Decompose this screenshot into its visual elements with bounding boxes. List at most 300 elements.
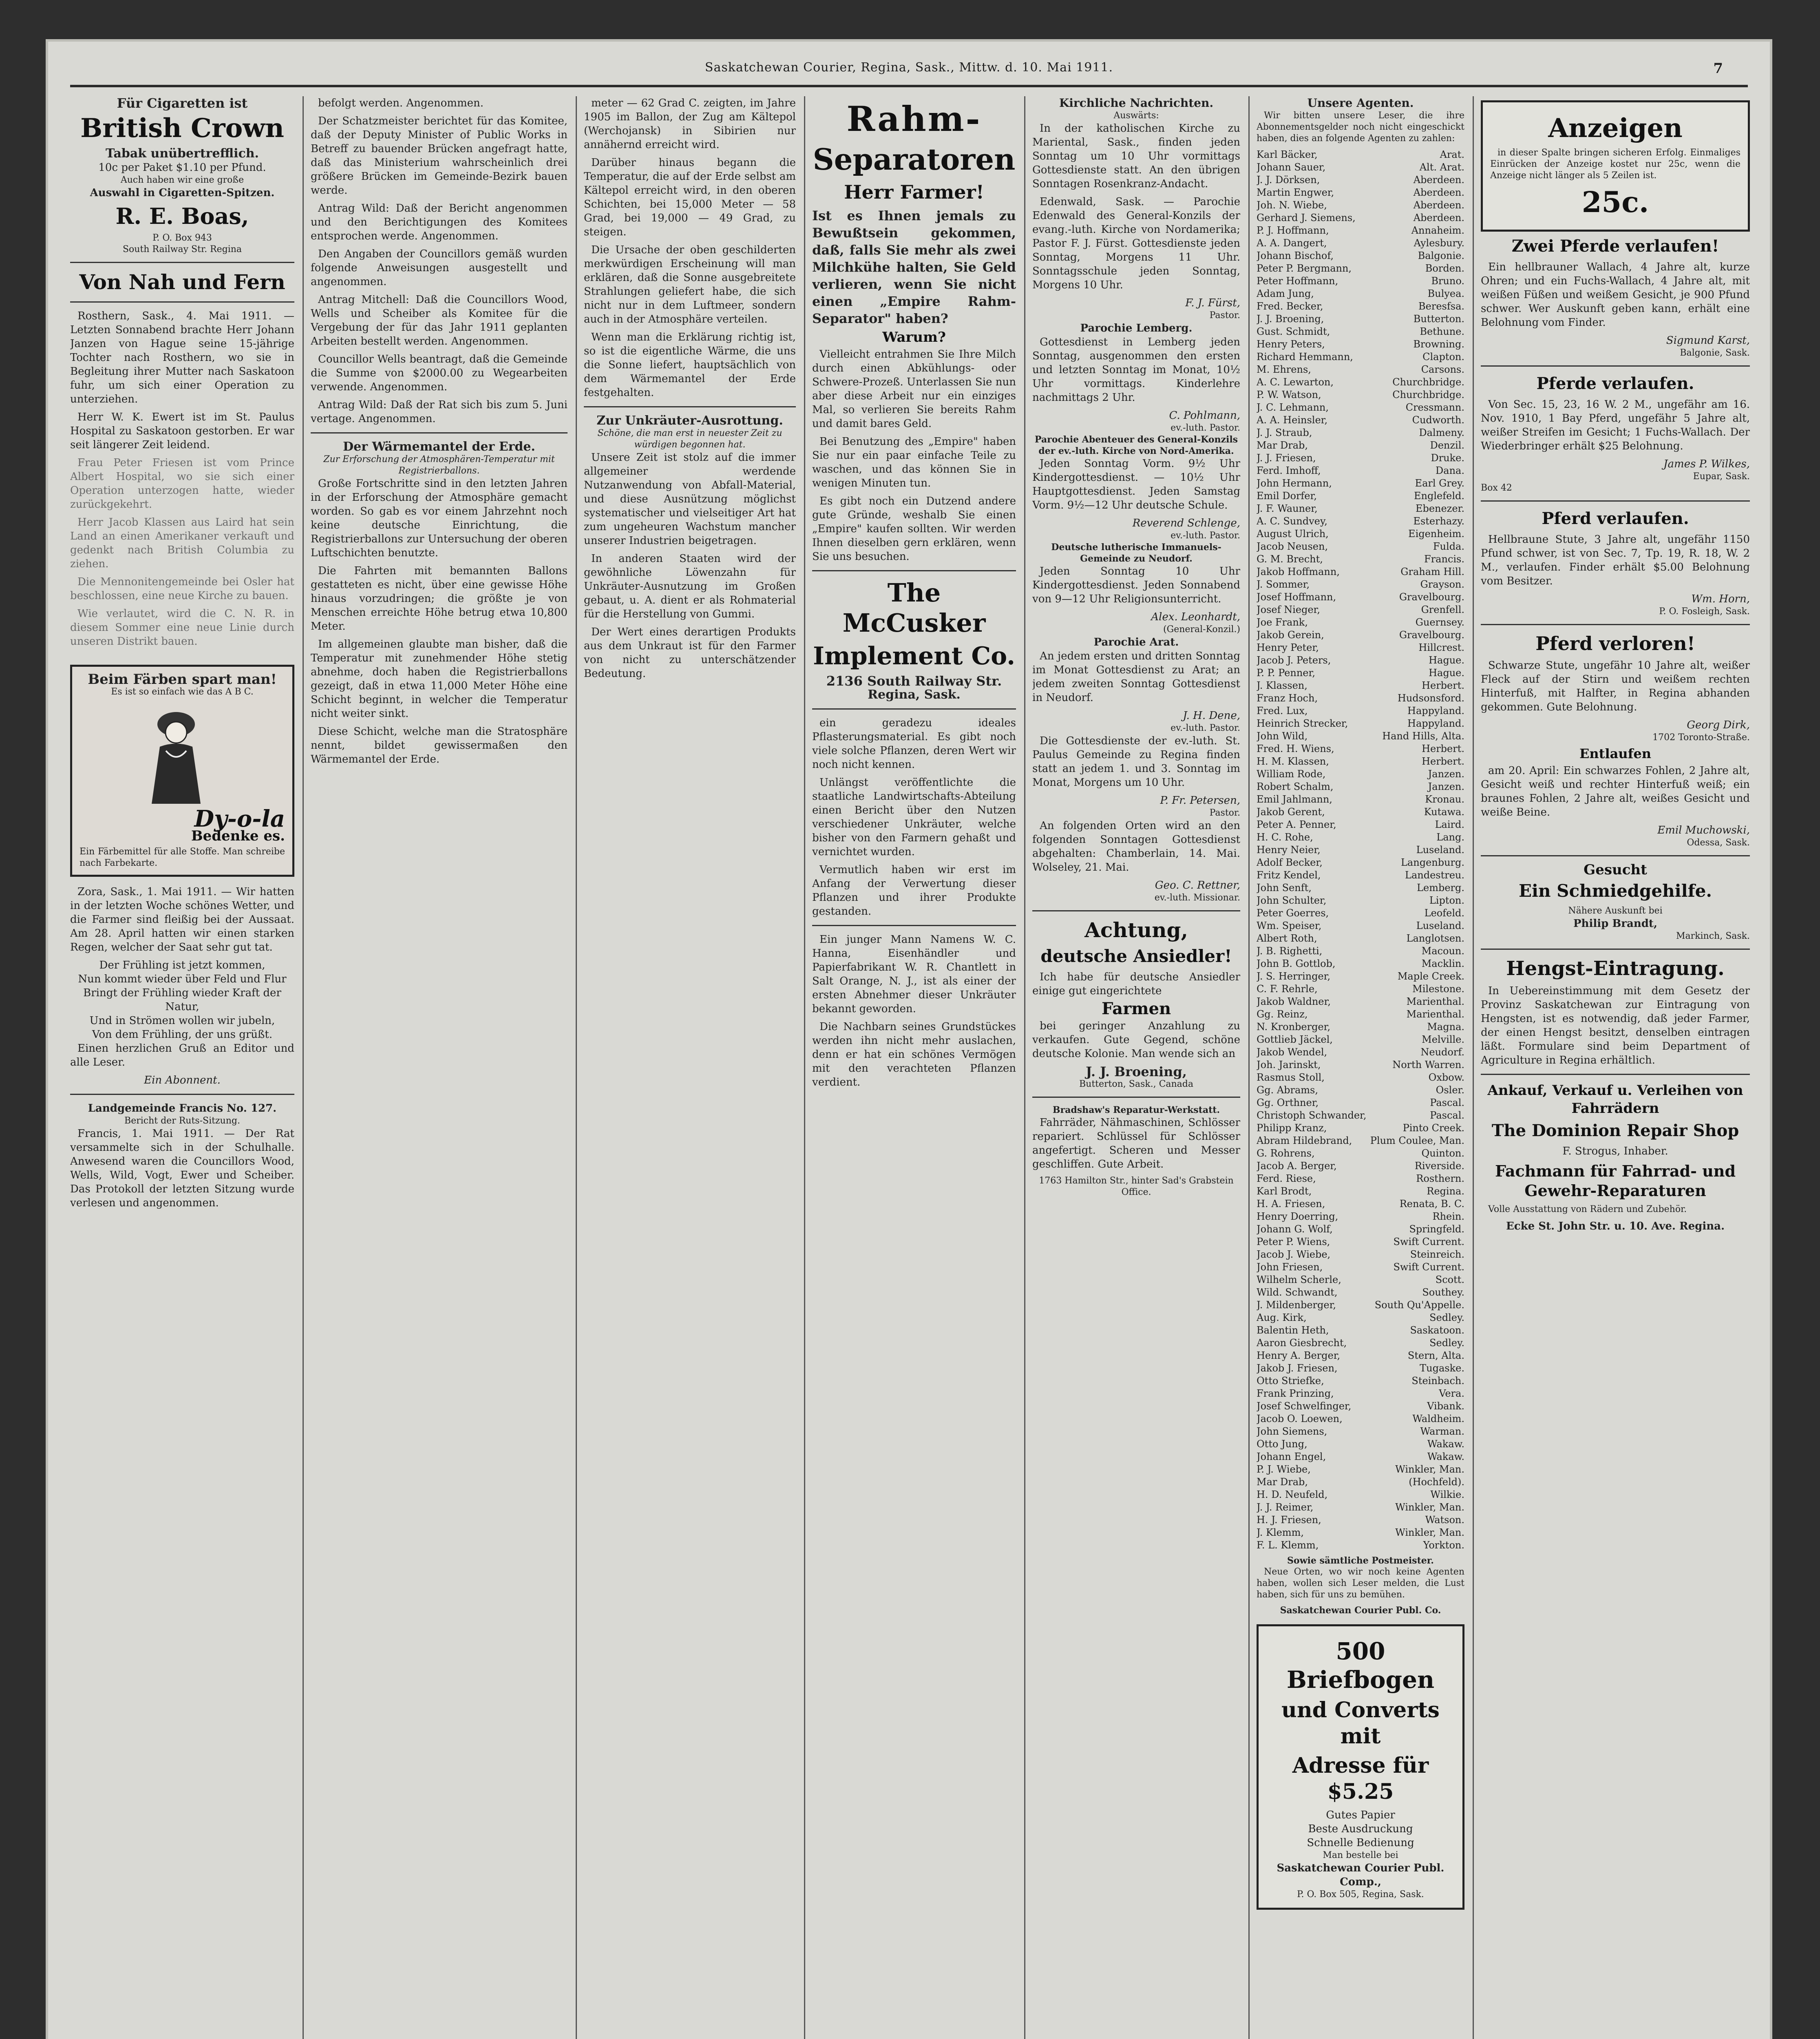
agent-name: A. A. Heinsler, [1257,414,1328,426]
agent-row [1257,212,1464,224]
column-divider [804,96,805,2039]
agent-row [1257,1311,1464,1324]
column-divider [303,96,304,2039]
news-paragraph: Die Mennonitengemeinde bei Osler hat beschlossen, eine neue Kirche zu bauen. [70,576,294,602]
column-7 [1481,96,1750,2039]
repair-address: 1763 Hamilton Str., hinter Sad's Grabstein Office. [1039,1176,1234,1197]
agent-place: North Warren. [1392,1059,1464,1070]
news-paragraph: Antrag Wild: Daß der Bericht angenommen und den Berichtigungen des Komitees entsprochen werde. Angenommen. [311,202,568,242]
divider [1481,500,1750,502]
agent-name: Wild. Schwandt, [1257,1287,1338,1298]
agent-place: Arat. [1440,149,1464,160]
agent-row [1257,667,1464,679]
agent-name: Abram Hildebrand, [1257,1135,1352,1146]
church-title: Kirchliche Nachrichten. [1059,96,1214,110]
agent-row [1257,363,1464,376]
agent-place: Lemberg. [1417,882,1464,893]
separator-greeting: Herr Farmer! [844,181,984,203]
agent-place: Milestone. [1412,983,1464,995]
agent-place: Guernsey. [1415,617,1464,628]
agent-place: Vibank. [1427,1400,1464,1412]
agent-name: Jakob Waldner, [1257,996,1331,1007]
signature-role: ev.-luth. Pastor. [1171,423,1240,433]
agent-row [1257,300,1464,313]
agent-row [1257,995,1464,1008]
mccusker-address: 2136 South Railway Str. [826,673,1002,689]
news-paragraph: Den Angaben der Councillors gemäß wurden folgende Anweisungen ausgestellt und angenommen. [311,248,568,288]
agent-row [1257,1413,1464,1425]
signature-role: Pastor. [1209,808,1240,818]
agent-row [1257,148,1464,161]
agent-name: H. C. Rohe, [1257,832,1313,843]
signature: Sigmund Karst, [1666,334,1750,347]
poem-line: Der Frühling ist jetzt kommen, [99,959,265,971]
agent-place: Grayson. [1420,579,1464,590]
news-paragraph: Francis, 1. Mai 1911. — Der Rat versammelte sich in der Schulhalle. Anwesend waren die Councillors Wood, Wells, Wild, Vogt, Ewer und Scheiber. Das Protokoll der letzten Sitzung wurde verlesen und angenommen. [70,1128,294,1209]
agent-row [1257,1324,1464,1337]
bike-owner: F. Strogus, Inhaber. [1562,1145,1668,1157]
agent-name: William Rode, [1257,768,1326,780]
column-divider [576,96,577,2039]
agent-name: J. J. Broening, [1257,313,1324,325]
agent-row [1257,983,1464,995]
agent-place: Alt. Arat. [1419,161,1464,173]
box-number: Box 42 [1481,483,1512,493]
agent-name: Robert Schalm, [1257,781,1334,792]
agent-place: Neudorf. [1420,1046,1464,1058]
agent-name: H. M. Klassen, [1257,756,1329,767]
agent-place: Tugaske. [1420,1362,1464,1374]
news-paragraph: Gottesdienst in Lemberg jeden Sonntag, ausgenommen den ersten und letzten Sonntag im Monat, 10½ Uhr vormittags. Kinderlehre nachmittags 2 Uhr. [1032,336,1240,404]
agent-place: Plum Coulee, Man. [1370,1135,1464,1146]
agent-row [1257,1071,1464,1084]
woman-illustration [135,702,229,808]
cig-note: Auch haben wir eine große [120,175,244,185]
briefbogen-line-5: Beste Ausdruckung [1308,1823,1413,1835]
agent-name: Balentin Heth, [1257,1325,1329,1336]
agents-note: Neue Orten, wo wir noch keine Agenten haben, wollen sich Leser melden, die Lust haben, sich für uns zu bemühen. [1257,1567,1464,1600]
news-paragraph: Herr Jacob Klassen aus Laird hat sein Land an einen Amerikaner verkauft und gedenkt nach British Columbia zu ziehen. [70,516,294,570]
agent-name: Jacob J. Wiebe, [1257,1249,1331,1260]
agent-name: John B. Gottlob, [1257,958,1336,969]
divider [70,301,294,303]
article-title: Der Wärmemantel der Erde. [343,440,535,454]
agent-row [1257,161,1464,174]
cig-choice: Auswahl in Cigaretten-Spitzen. [90,187,275,199]
agent-name: J. J. Straub, [1257,427,1312,438]
classified-text: am 20. April: Ein schwarzes Fohlen, 2 Jahre alt, Gesicht weiß und rechter Hinterfuß weiß; ein braunes Fohlen, 2 Jahre alt, weißes Gesicht und weiße Beine. [1481,765,1750,818]
agent-row [1257,566,1464,578]
briefbogen-line-1: 500 Briefbogen [1286,1637,1435,1694]
agent-name: Aug. Kirk, [1257,1312,1307,1323]
agent-name: J. Sommer, [1257,579,1310,590]
agent-name: Gg. Orthner, [1257,1097,1319,1108]
agent-row [1257,401,1464,414]
agent-row [1257,553,1464,566]
classified-title: Pferd verloren! [1535,632,1695,655]
agent-name: Peter A. Penner, [1257,819,1336,830]
agent-place: Ebenezer. [1415,503,1464,514]
divider [584,406,796,407]
agent-row [1257,1451,1464,1463]
news-paragraph: An jedem ersten und dritten Sonntag im Monat Gottesdienst zu Arat; an jedem zweiten Sonntag Gottesdienst in Neudorf. [1032,650,1240,704]
agent-row [1257,1236,1464,1248]
agent-name: Rasmus Stoll, [1257,1072,1325,1083]
agent-place: Regina. [1427,1185,1464,1197]
briefbogen-line-6: Schnelle Bedienung [1307,1837,1414,1849]
agent-place: Grenfell. [1421,604,1464,615]
agent-row [1257,1286,1464,1299]
news-paragraph: befolgt werden. Angenommen. [318,97,484,109]
agent-place: Beresfsa. [1418,301,1464,312]
agent-name: Jakob Gerein, [1257,629,1324,641]
mccusker-city: Regina, Sask. [868,688,961,702]
agent-name: Wm. Speiser, [1257,920,1322,931]
news-paragraph: Unsere Zeit ist stolz auf die immer allgemeiner werdende Nutzanwendung von Abfall-Material, und diese Ausnützung möglichst systematischer und vielseitiger Art hat zum ungeheuren Wachstum mancher unserer Industrien beigetragen. [584,451,796,547]
classified-title: Pferde verlaufen. [1536,374,1694,393]
agent-place: Bulyea. [1427,288,1464,299]
agent-place: Rhein. [1432,1211,1464,1222]
agent-place: Maple Creek. [1397,971,1464,982]
agent-place: Browning. [1413,338,1464,350]
agent-place: Sedley. [1429,1312,1464,1323]
agent-name: Albert Roth, [1257,933,1317,944]
agent-place: Wilkie. [1430,1489,1464,1500]
anzeigen-title: Anzeigen [1548,113,1683,144]
agent-place: Bethune. [1420,326,1464,337]
agent-name: Emil Jahlmann, [1257,794,1332,805]
agent-name: Joh. Jarinskt, [1257,1059,1321,1070]
agent-row [1257,755,1464,768]
agent-name: Joh. N. Wiebe, [1257,199,1327,211]
agent-place: Aberdeen. [1413,187,1464,198]
agent-name: Peter Goerres, [1257,907,1329,919]
agent-name: P. P. Penner, [1257,667,1315,679]
agent-place: Graham Hill. [1400,566,1464,577]
agent-row [1257,1476,1464,1488]
agent-row [1257,1021,1464,1033]
agent-place: Steinreich. [1410,1249,1464,1260]
news-paragraph: Edenwald, Sask. — Parochie Edenwald des General-Konzils der evang.-luth. Kirche von Nordamerika; Pastor F. J. Fürst. Gottesdienste jeden Sonntag, Morgens 11 Uhr. Sonntagsschule jeden Sonntag, Morgens 10 Uhr. [1032,196,1240,291]
agent-row [1257,793,1464,806]
news-paragraph: An folgenden Orten wird an den folgenden Sonntagen Gottesdienst abgehalten: Chamberlain, 14. Mai. Wolseley, 21. Mai. [1032,820,1240,874]
agent-place: Lipton. [1429,895,1464,906]
ad-paragraph: Fahrräder, Nähmaschinen, Schlösser repariert. Schlüssel für Schlösser angefertigt. Scheren und Messer geschliffen. Gute Arbeit. [1032,1117,1240,1170]
agent-row [1257,477,1464,490]
agent-row [1257,1274,1464,1286]
repair-title: Bradshaw's Reparatur-Werkstatt. [1052,1105,1220,1115]
agent-place: Quinton. [1421,1148,1464,1159]
cig-title: Für Cigaretten ist [117,96,248,111]
agent-name: Henry A. Berger, [1257,1350,1341,1361]
agent-name: Ferd. Imhoff, [1257,465,1321,476]
agent-name: Fred. Lux, [1257,705,1308,717]
agent-row [1257,1463,1464,1476]
news-paragraph: Einen herzlichen Gruß an Editor und alle Leser. [70,1042,294,1068]
agent-row [1257,237,1464,250]
agent-row [1257,894,1464,907]
agent-place: Langenburg. [1400,857,1464,868]
article-title: Zur Unkräuter-Ausrottung. [596,414,783,428]
signature-place: Odessa, Sask. [1687,838,1750,848]
signature-role: ev.-luth. Pastor. [1171,531,1240,541]
classified-text: In Uebereinstimmung mit dem Gesetz der Provinz Saskatchewan zur Eintragung von Hengsten, ist es notwendig, daß jeder Farmer, der einen Hengst besitzt, denselben eintragen läßt. Formulare sind beim Department of Agriculture in Regina erhältlich. [1481,985,1750,1066]
column-divider [1473,96,1474,2039]
column-6 [1257,96,1464,2039]
dealer-address: South Railway Str. Regina [122,244,242,254]
dealer-box: P. O. Box 943 [152,233,212,243]
agent-row [1257,958,1464,970]
signature: James P. Wilkes, [1663,458,1750,470]
agent-place: Pascal. [1430,1110,1464,1121]
news-paragraph: Darüber hinaus begann die Temperatur, die auf der Erde selbst am Kältepol erreicht wird, in den oberen Schichten, bei 15,000 Meter — 58 Grad, bei 19,000 — 49 Grad, zu steigen. [584,157,796,238]
mccusker-name-2: Implement Co. [813,642,1015,670]
section-title: Von Nah und Fern [79,270,285,294]
agent-row [1257,250,1464,262]
agent-name: Jacob J. Peters, [1257,655,1331,666]
separator-why: Warum? [882,329,946,345]
signature: Geo. C. Rettner, [1155,879,1240,891]
agent-place: Osler. [1436,1084,1464,1096]
agent-name: Johann G. Wolf, [1257,1223,1333,1235]
agent-row [1257,604,1464,616]
separator-title-2: Separatoren [813,142,1016,177]
briefbogen-line-8: Saskatchewan Courier Publ. Comp., [1277,1862,1445,1888]
agent-name: Fred. H. Wiens, [1257,743,1334,754]
classified-title: Hengst-Eintragung. [1506,957,1725,980]
agent-place: Saskatoon. [1410,1325,1464,1336]
news-paragraph: Wie verlautet, wird die C. N. R. in diesem Sommer eine neue Linie durch unseren Distrikt bauen. [70,608,294,648]
agent-name: A. C. Sundvey, [1257,515,1327,527]
classified-text: Von Sec. 15, 23, 16 W. 2 M., ungefähr am 16. Nov. 1910, 1 Bay Pferd, ungefähr 5 Jahre alt, weißer Streifen im Gesicht; 1 Fuchs-Wallach. Der Wiederbringer erhält $25 Belohnung. [1481,398,1750,452]
agent-row [1257,1387,1464,1400]
agent-row [1257,338,1464,351]
agent-name: John Hermann, [1257,478,1332,489]
bike-title-2: The Dominion Repair Shop [1491,1121,1739,1140]
agent-name: N. Kronberger, [1257,1021,1331,1033]
agent-place: Macoun. [1421,945,1464,957]
agent-row [1257,717,1464,730]
classified-text: Schwarze Stute, ungefähr 10 Jahre alt, weißer Fleck auf der Stirn und weißem rechten Hinterfuß, mit Halfter, in Regina abhanden gekommen. Gute Belohnung. [1481,659,1750,713]
agent-place: Waldheim. [1412,1413,1464,1424]
agent-row [1257,515,1464,528]
agent-name: August Ulrich, [1257,528,1329,540]
poem-line: Und in Strömen wollen wir jubeln, [89,1015,275,1027]
agent-place: Swift Current. [1393,1236,1464,1247]
signature: Reverend Schlenge, [1132,517,1240,529]
agent-place: Aylesbury. [1414,237,1464,249]
agent-name: P. J. Hoffmann, [1257,225,1329,236]
agent-name: Josef Nieger, [1257,604,1321,615]
agent-place: Eigenheim. [1408,528,1464,540]
agent-row [1257,1210,1464,1223]
agent-place: Francis. [1424,553,1464,565]
classified-title: Gesucht [1584,862,1647,878]
agent-place: Landestreu. [1405,869,1464,881]
agent-name: Franz Hoch, [1257,692,1318,704]
agent-row [1257,262,1464,275]
ad-contact-place: Butterton, Sask., Canada [1079,1079,1194,1089]
agent-name: Henry Neier, [1257,844,1321,856]
news-paragraph: Ein junger Mann Namens W. C. Hanna, Eisenhändler und Papierfabrikant W. R. Chantlett in Salt Orange, N. J., ist als einer der ersten Abnehmer dieser Unkräuter bekannt geworden. [812,933,1016,1015]
agent-place: Sedley. [1429,1337,1464,1349]
article-subtitle: Zur Erforschung der Atmosphären-Temperatur mit Registrierballons. [323,454,555,476]
agent-place: Druke. [1431,452,1464,464]
agent-row [1257,616,1464,629]
agent-place: Luseland. [1416,920,1464,931]
classified-text: Ein hellbrauner Wallach, 4 Jahre alt, kurze Ohren; und ein Fuchs-Wallach, 4 Jahre alt, mit weißen Füßen und weißem Gesicht, je 900 Pfund schwer. Wer Auskunft geben kann, erhält eine Belohnung vom Finder. [1481,261,1750,329]
agent-place: Marienthal. [1406,996,1464,1007]
agent-place: Melville. [1422,1034,1464,1045]
classified-subtitle: Ein Schmiedgehilfe. [1519,881,1712,901]
divider [1481,365,1750,367]
newspaper-page [46,39,1772,2039]
agent-place: Clapton. [1422,351,1464,363]
agent-place: Winkler, Man. [1395,1502,1464,1513]
agent-row [1257,591,1464,604]
agent-place: South Qu'Appelle. [1374,1299,1464,1311]
agent-name: Jacob A. Berger, [1257,1160,1337,1172]
signature-role: (General-Konzil.) [1163,624,1240,635]
signature-place: P. O. Fosleigh, Sask. [1659,606,1750,617]
agent-name: M. Ehrens, [1257,364,1311,375]
agent-row [1257,882,1464,894]
divider [812,570,1016,571]
agent-row [1257,1134,1464,1147]
briefbogen-line-9: P. O. Box 505, Regina, Sask. [1297,1889,1424,1900]
dyola-ad [70,665,294,877]
agent-place: Oxbow. [1428,1072,1464,1083]
parish-title: Parochie Lemberg. [1080,322,1193,334]
agent-place: Pinto Creek. [1403,1122,1464,1134]
agent-place: (Hochfeld). [1409,1476,1464,1488]
divider [70,262,294,263]
agent-name: Josef Hoffmann, [1257,591,1336,603]
agent-name: Joe Frank, [1257,617,1308,628]
agent-name: Christoph Schwander, [1257,1110,1367,1121]
agent-place: Luseland. [1416,844,1464,856]
column-5 [1032,96,1240,2039]
agent-row [1257,452,1464,464]
agent-name: Jakob Wendel, [1257,1046,1327,1058]
agent-row [1257,768,1464,781]
agent-row [1257,502,1464,515]
agent-place: Wakaw. [1427,1451,1464,1462]
signature: J. H. Dene, [1183,710,1240,722]
ad-contact-name: J. J. Broening, [1086,1064,1187,1079]
agent-name: Ferd. Riese, [1257,1173,1316,1184]
agent-name: H. A. Friesen, [1257,1198,1325,1210]
news-paragraph: Große Fortschritte sind in den letzten Jahren in der Erforschung der Atmosphäre gemacht worden. So gab es vor einem Jahrzehnt noch keine deutsche Einrichtung, die Registrierballons zur Untersuchung der oberen Luftschichten benutzte. [311,478,568,559]
agent-place: Bruno. [1431,275,1464,287]
news-paragraph: Jeden Sonntag 10 Uhr Kindergottesdienst. Jeden Sonnabend von 9—12 Uhr Religionsunterricht. [1032,565,1240,605]
classified-title: Pferd verlaufen. [1542,509,1689,528]
agent-row [1257,679,1464,692]
agent-name: Adam Jung, [1257,288,1314,299]
bike-address: Ecke St. John Str. u. 10. Ave. Regina. [1506,1220,1725,1232]
news-paragraph: In der katholischen Kirche zu Mariental, Sask., finden jeden Sonntag um 10 Uhr vormittags Gottesdienste statt. An den übrigen Sonntagen Rosenkranz-Andacht. [1032,122,1240,190]
dyola-tagline: Bedenke es. [191,828,285,844]
agent-row [1257,1059,1464,1071]
agent-name: A. C. Lewarton, [1257,376,1334,388]
agent-row [1257,325,1464,338]
poem-line: Bringt der Frühling wieder Kraft der Natur, [83,987,281,1013]
agent-place: Scott. [1435,1274,1464,1285]
divider [1481,949,1750,950]
agent-place: Laird. [1435,819,1464,830]
page-number: 7 [1713,60,1723,77]
agent-name: John Wild, [1257,730,1308,742]
agent-place: Warman. [1420,1426,1464,1437]
agent-name: Emil Dorfer, [1257,490,1317,502]
news-paragraph: Die Fahrten mit bemannten Ballons gestatteten es nicht, über eine gewisse Höhe hinaus vorzudringen; die größte je von Menschen erreichte Höhe betrug etwa 10,800 Meter. [311,565,568,632]
bike-title-1: Ankauf, Verkauf u. Verleihen von Fahrrädern [1487,1082,1743,1117]
divider [1032,910,1240,911]
signature: P. Fr. Petersen, [1160,794,1240,807]
agent-name: Peter P. Bergmann, [1257,263,1352,274]
agent-name: Henry Peters, [1257,338,1325,350]
agent-row [1257,174,1464,186]
agent-row [1257,578,1464,591]
agent-name: Mar Drab, [1257,1476,1308,1488]
agent-place: Esterhazy. [1413,515,1464,527]
ad-paragraph: Es gibt noch ein Dutzend andere gute Gründe, weshalb Sie einen „Empire" kaufen sollten. Wir werden Ihnen dieselben gern erklären, wenn Sie uns besuchen. [812,495,1016,563]
agent-name: J. C. Lehmann, [1257,402,1329,413]
agent-place: Carsons. [1421,364,1464,375]
agent-name: Josef Schwelfinger, [1257,1400,1352,1412]
agent-name: Richard Hemmann, [1257,351,1353,363]
agent-place: Aberdeen. [1413,199,1464,211]
agent-place: Annaheim. [1411,225,1464,236]
agent-row [1257,464,1464,477]
agent-name: Gottlieb Jäckel, [1257,1034,1333,1045]
parish-title: Parochie Abenteuer des General-Konzils der ev.-luth. Kirche von Nord-Amerika. [1034,434,1238,456]
signature-place: Eupar, Sask. [1693,471,1750,482]
church-sub: Auswärts: [1113,111,1159,121]
agent-name: Wilhelm Scherle, [1257,1274,1341,1285]
agent-place: Gravelbourg. [1399,591,1464,603]
agent-place: Watson. [1425,1514,1464,1526]
news-paragraph: Die Ursache der oben geschilderten merkwürdigen Erscheinung will man erklären, daß die Sonne ausgebreitete Strahlungen geliefert habe, die sich nicht nur in dem Luftmeer, sondern auch in der Atmosphäre verteilen. [584,244,796,325]
dyola-note: Ein Färbemittel für alle Stoffe. Man schreibe nach Farbekarte. [80,847,285,868]
agent-place: Hillcrest. [1418,642,1464,653]
agent-row [1257,1198,1464,1210]
francis-title: Landgemeinde Francis No. 127. [88,1102,277,1115]
column-3 [584,96,796,2039]
agent-name: Peter Hoffmann, [1257,275,1338,287]
signature: Alex. Leonhardt, [1151,611,1240,623]
agent-row [1257,970,1464,983]
signature: Wm. Horn, [1691,593,1750,605]
agent-row [1257,224,1464,237]
agent-name: Jakob Hoffmann, [1257,566,1340,577]
agent-place: Rosthern. [1416,1173,1464,1184]
news-paragraph: In anderen Staaten wird der gewöhnliche Löwenzahn für Unkräuter-Ausnutzung im Großen gebaut, u. A. dient er als Rohmaterial für die Herstellung von Gummi. [584,553,796,620]
agent-place: Springfeld. [1409,1223,1464,1235]
agent-place: Hague. [1429,667,1464,679]
anzeigen-box [1481,100,1750,232]
news-paragraph: Jeden Sonntag Vorm. 9½ Uhr Kindergottesdienst. — 10½ Uhr Hauptgottesdienst. Jeden Samstag Vorm. 9½—12 Uhr deutsche Schule. [1032,458,1240,511]
agent-row [1257,1299,1464,1311]
agent-row [1257,1147,1464,1160]
divider [1032,1097,1240,1098]
bike-title-3: Fachmann für Fahrrad- und Gewehr-Reparaturen [1495,1162,1736,1200]
column-1 [70,96,294,2039]
agent-place: Marienthal. [1406,1008,1464,1020]
agent-name: J. B. Righetti, [1257,945,1323,957]
news-paragraph: Im allgemeinen glaubte man bisher, daß die Temperatur mit zunehmender Höhe stetig abnehme, doch haben die Registrierballons gezeigt, daß in etwa 11,000 Meter Höhe eine Schicht beginnt, in welcher die Temperatur nicht weiter sinkt. [311,638,568,720]
agent-row [1257,439,1464,452]
